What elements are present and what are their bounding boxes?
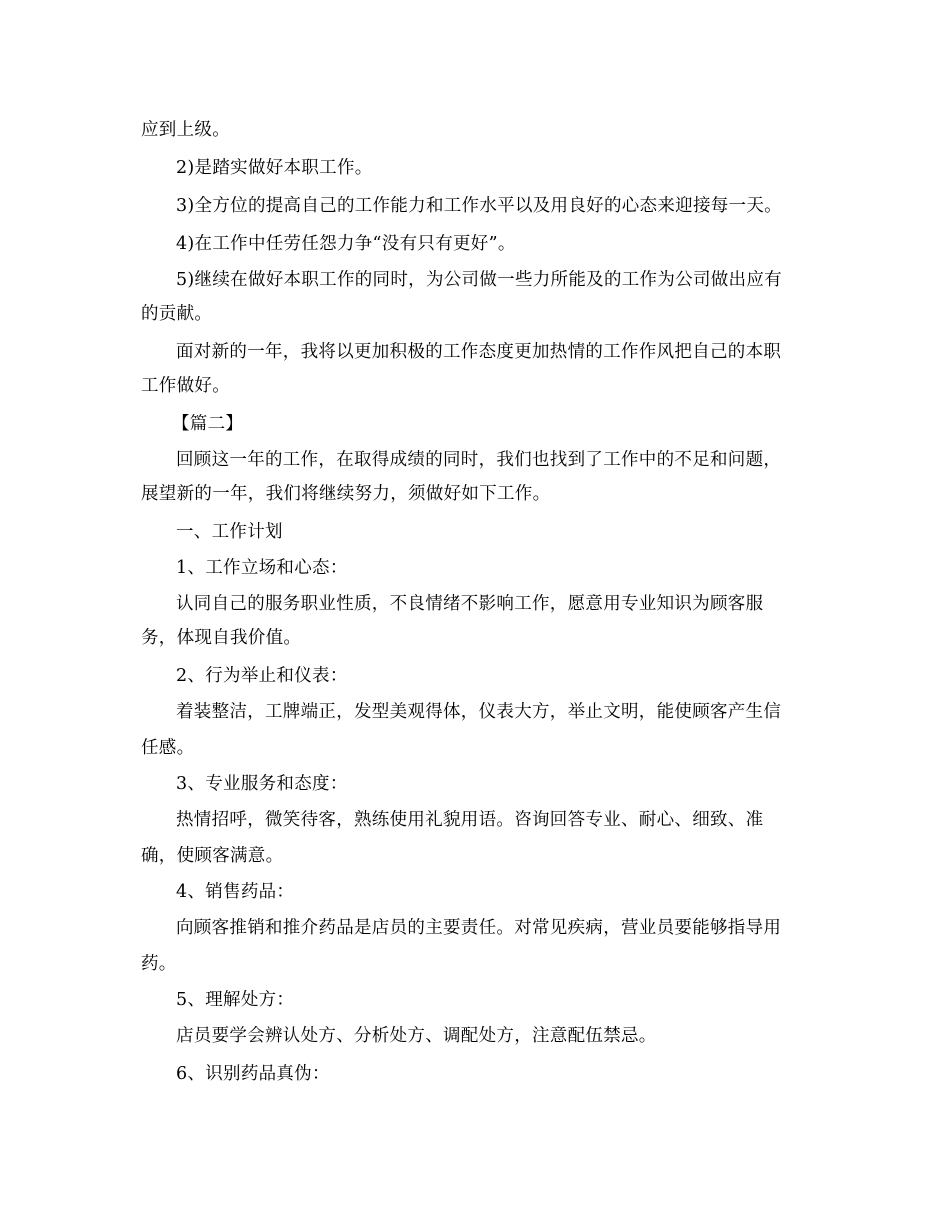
item-heading: 4、销售药品： [176, 882, 295, 902]
text-line: 确，使顾客满意。 [141, 846, 284, 866]
subsection-heading: 一、工作计划 [176, 522, 283, 542]
paragraph-line: 店员要学会辨认处方、分析处方、调配处方，注意配伍禁忌。 [176, 1026, 657, 1046]
item-heading: 2、行为举止和仪表： [176, 666, 348, 686]
paragraph-line: 热情招呼，微笑待客，熟练使用礼貌用语。咨询回答专业、耐心、细致、准 [176, 810, 764, 830]
text-line: 工作做好。 [141, 376, 230, 396]
item-heading: 1、工作立场和心态： [176, 558, 348, 578]
text-line: 应到上级。 [141, 120, 230, 140]
list-item: 3)全方位的提高自己的工作能力和工作水平以及用良好的心态来迎接每一天。 [176, 196, 782, 216]
list-item: 2)是踏实做好本职工作。 [176, 158, 373, 178]
item-heading: 3、专业服务和态度： [176, 774, 348, 794]
list-item: 5)继续在做好本职工作的同时，为公司做一些力所能及的工作为公司做出应有 [176, 270, 782, 290]
paragraph-line: 面对新的一年，我将以更加积极的工作态度更加热情的工作作风把自己的本职 [176, 342, 782, 362]
list-item: 4)在工作中任劳任怨力争“没有只有更好”。 [176, 234, 516, 254]
paragraph-line: 向顾客推销和推介药品是店员的主要责任。对常见疾病，营业员要能够指导用 [176, 918, 782, 938]
paragraph-line: 着装整洁，工牌端正，发型美观得体，仪表大方，举止文明，能使顾客产生信 [176, 702, 782, 722]
text-line: 任感。 [141, 738, 195, 758]
paragraph-line: 认同自己的服务职业性质，不良情绪不影响工作，愿意用专业知识为顾客服 [176, 594, 764, 614]
text-line: 务，体现自我价值。 [141, 628, 302, 648]
section-heading: 【篇二】 [172, 414, 244, 434]
text-line: 展望新的一年，我们将继续努力，须做好如下工作。 [141, 484, 551, 504]
text-line: 的贡献。 [141, 304, 213, 324]
paragraph-line: 回顾这一年的工作，在取得成绩的同时，我们也找到了工作中的不足和问题， [176, 450, 782, 470]
item-heading: 6、识别药品真伪： [176, 1064, 330, 1084]
item-heading: 5、理解处方： [176, 990, 295, 1010]
text-line: 药。 [141, 954, 177, 974]
